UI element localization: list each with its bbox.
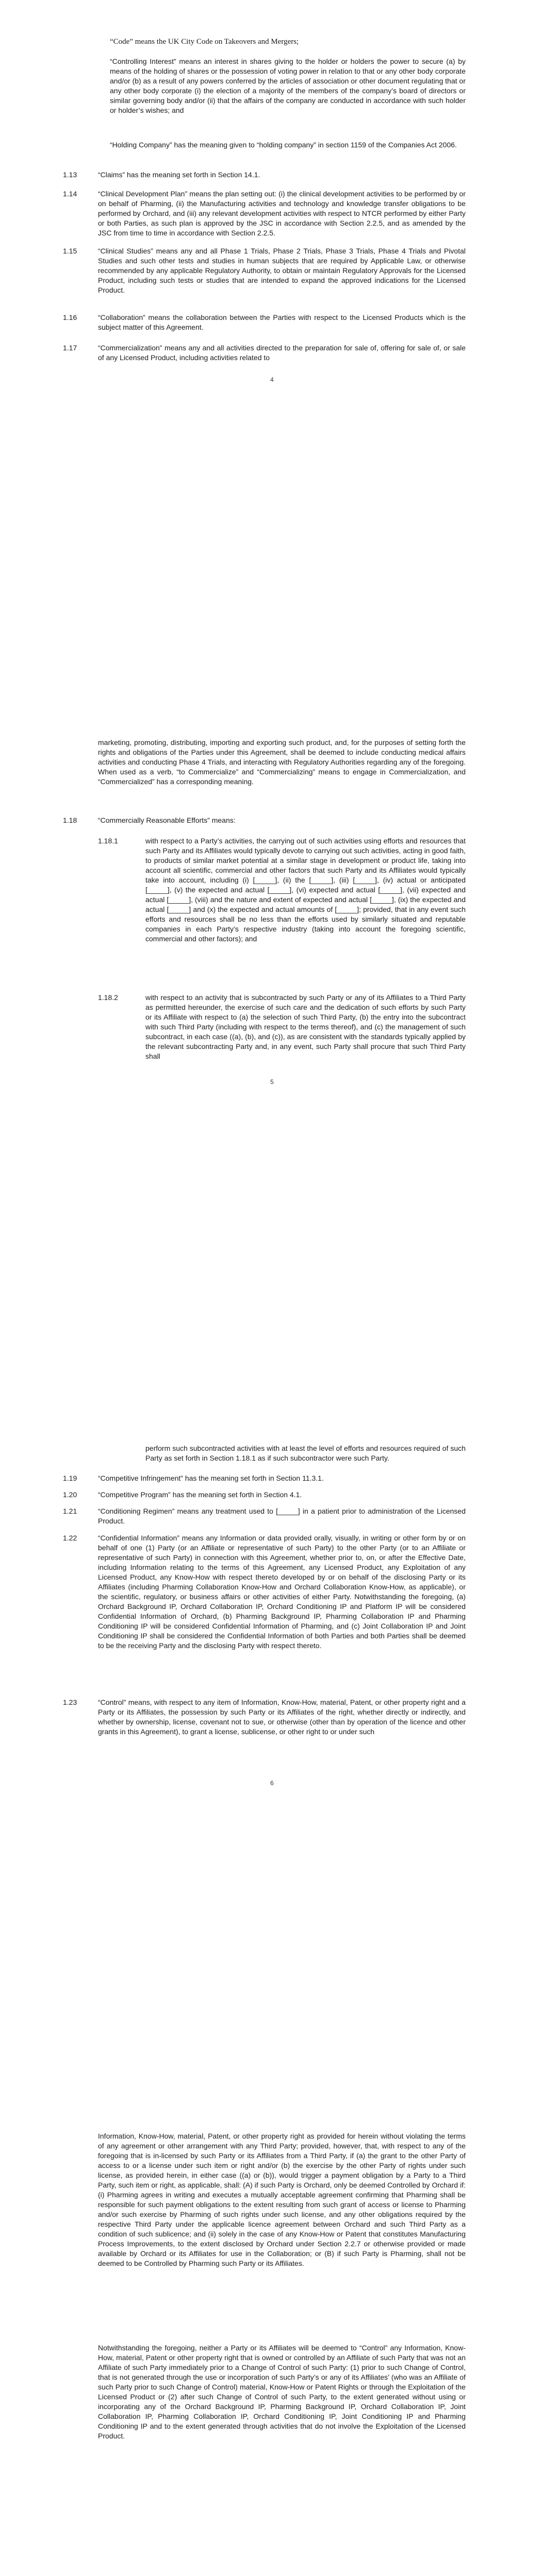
clause-number: 1.14 (63, 190, 77, 198)
page-6 (0, 1406, 544, 2110)
page-number: 5 (270, 1078, 274, 1086)
subclause-text: with respect to an activity that is subcontracted by such Party or any of its Affiliates to a Third Party as permitted hereunder, the exercise of such care and the dedication of such efforts by such Party or its Affiliate with respect to (a) the selection of such Third Party, (b) the entry into the subcontract with such Third Party (including with respect to the terms thereof), and (c) the management of such subcontract, in each case ((a), (b), and (c)), as are consistent with the standards typically applied by the relevant subcontracting Party and, in any event, such Party shall procure that such Third Party shall (145, 993, 466, 1060)
clause-text: “Competitive Program” has the meaning set forth in Section 4.1. (98, 1490, 302, 1499)
subclause-number: 1.18.1 (98, 837, 118, 845)
definition-controlling-interest: “Controlling Interest” means an interest in shares giving to the holder or holders the power to secure (a) by means of the holding of shares or the possession of voting power in relation to that or any other body corporate and/or (b) as a result of any powers conferred by the articles of association or other document regulating that or any other body corporate (i) the election of a majority of the members of the company’s board of directors or similar governing body and/or (ii) that the affairs of the company are conducted in accordance with such holder or holder’s wishes; and (110, 57, 466, 114)
clause-number: 1.22 (63, 1534, 77, 1542)
page-4 (0, 0, 544, 703)
clause-text: “Claims” has the meaning set forth in Section 14.1. (98, 171, 260, 179)
subclause-number: 1.18.2 (98, 993, 118, 1002)
clause-number: 1.23 (63, 1698, 77, 1706)
page-7 (0, 2110, 544, 2576)
clause-number: 1.19 (63, 1474, 77, 1482)
clause-text: “Commercialization” means any and all activities directed to the preparation for sale of, offering for sale of, or sale of any Licensed Product, including activities related to (98, 344, 466, 362)
clause-number: 1.16 (63, 313, 77, 321)
page-number: 4 (270, 376, 274, 383)
clause-text: “Conditioning Regimen” means any treatment used to [_____] in a patient prior to administration of the Licensed Product. (98, 1507, 466, 1525)
clause-number: 1.18 (63, 816, 77, 824)
continuation-text: marketing, promoting, distributing, importing and exporting such product, and, for the purposes of setting forth the rights and obligations of the Parties under this Agreement, shall be deemed to include conducting medical affairs activities and conducting Phase 4 Trials, and interacting with Regulatory Authorities regarding any of the foregoing. When used as a verb, “to Commercialize” and “Commercializing” means to engage in Commercialization, and “Commercialized” has a corresponding meaning. (98, 738, 466, 786)
clause-text: “Confidential Information” means any Information or data provided orally, visually, in writing or other form by or on behalf of one (1) Party (or an Affiliate or representative of such Party) to the other Party (or to an Affiliate or representative of such Party) in connection with this Agreement, whether prior to, on, or after the Effective Date, including Information relating to the terms of this Agreement, any Licensed Product, any Exploitation of any Licensed Product, any Know-How with respect thereto developed by or on behalf of the disclosing Party or its Affiliates (including Pharming Collaboration Know-How and Orchard Collaboration Know-How, as applicable), or the scientific, regulatory, or business affairs or other activities of either Party. Notwithstanding the foregoing, (a) Orchard Background IP, Orchard Collaboration IP, Orchard Conditioning IP and Platform IP will be considered Confidential Information of Orchard, (b) Pharming Background IP, Pharming Collaboration IP and Pharming Conditioning IP will be considered Confidential Information of Pharming, and (c) Joint Collaboration IP and Joint Conditioning IP shall be considered the Confidential Information of both Parties and both Parties shall be deemed to be the receiving Party and the disclosing Party with respect thereto. (98, 1534, 466, 1650)
clause-number: 1.20 (63, 1490, 77, 1499)
paragraph-text: Notwithstanding the foregoing, neither a Party or its Affiliates will be deemed to “Control” any Information, Know-How, material, Patent or other property right that is owned or controlled by an Affiliate of such Party that was not an Affiliate of such Party immediately prior to a Change of Control of such Party: (1) prior to such Change of Control, that is not generated through the use or incorporation of such Party’s or any of its Affiliates’ (who was an Affiliate of such Party prior to such Change of Control) material, Know-How or Patent Rights or through the Exploitation of the Licensed Product or (2) after such Change of Control of such Party, to the extent generated without using or incorporating any of the Orchard Background IP, Pharming Background IP, Orchard Collaboration IP, Joint Collaboration IP, Pharming Collaboration IP, Orchard Conditioning IP, Joint Conditioning IP and Pharming Conditioning IP and to the extent generated through activities that do not involve the Exploitation of the Licensed Product. (98, 2344, 466, 2440)
clause-text: “Clinical Development Plan” means the plan setting out: (i) the clinical development activities to be performed by or on behalf of Pharming, (ii) the Manufacturing activities and technology and knowledge transfer obligations to be performed by Orchard, and (iii) any relevant development activities with respect to NTCR performed by either Party or both Parties, as such plan is approved by the JSC in accordance with Section 2.2.5, and as amended by the JSC from time to time in accordance with Section 2.2.5. (98, 190, 466, 237)
clause-text: “Commercially Reasonable Efforts” means: (98, 816, 236, 824)
clause-number: 1.17 (63, 344, 77, 352)
clause-text: “Competitive Infringement” has the meaning set forth in Section 11.3.1. (98, 1474, 324, 1482)
clause-text: “Collaboration” means the collaboration between the Parties with respect to the Licensed Products which is the subject matter of this Agreement. (98, 313, 466, 331)
paragraph-text: Information, Know-How, material, Patent, or other property right as provided for herein without violating the terms of any agreement or other arrangement with any Third Party; provided, however, that, with respect to any of the foregoing that is in-licensed by such Party or its Affiliates from a Third Party, if (a) the grant to the other Party of access to or a license under such item or right and/or (b) the exercise by the other Party of rights under such license, as provided herein, in either case ((a) or (b)), would trigger a payment obligation by a Party to a Third Party, such item or right, as applicable, shall: (A) if such Party is Orchard, only be deemed Controlled by Orchard if: (i) Pharming agrees in writing and executes a mutually acceptable agreement confirming that Pharming shall be responsible for such payment obligations to the extent resulting from such grant of access or license to Pharming and/or such exercise by Pharming of such rights under such license, and any other obligations required by the respective Third Party under the applicable licence agreement between Orchard and such Third Party as a condition of such sublicence; and (ii) solely in the case of any Know-How or Patent that constitutes Manufacturing Process Improvements, to the extent disclosed by Orchard under Section 2.2.7 or otherwise provided or made available by Orchard or its Affiliates for use in the Collaboration; or (B) if such Party is Pharming, shall not be deemed to be Controlled by Pharming such Party or its Affiliates. (98, 2132, 466, 2267)
definition-code: “Code” means the UK City Code on Takeovers and Mergers; (110, 38, 299, 46)
clause-number: 1.15 (63, 247, 77, 255)
page-5 (0, 703, 544, 1406)
clause-number: 1.21 (63, 1507, 77, 1515)
definition-holding-company: “Holding Company” has the meaning given to “holding company” in section 1159 of the Companies Act 2006. (110, 141, 457, 149)
subclause-text: with respect to a Party’s activities, the carrying out of such activities using efforts and resources that such Party and its Affiliates would typically devote to carrying out such activities, acting in good faith, to products of similar market potential at a similar stage in development or product life, taking into account all scientific, commercial and other factors that such Party and its Affiliates would typically take into account, including (i) [_____], (ii) the [_____], (iii) [_____], (iv) actual or anticipated [_____], (v) the expected and actual [_____], (vi) expected and actual [_____], (vii) expected and actual [_____], (viii) and the nature and extent of expected and actual [_____], (ix) the expected and actual [_____] and (x) the expected and actual amounts of [_____]; provided, that in any event such efforts and resources shall be no less than the efforts used by similarly situated and reputable companies in each Party’s respective industry (taking into account the foregoing scientific, commercial and other factors); and (145, 837, 466, 943)
continuation-text: perform such subcontracted activities with at least the level of efforts and resources required of such Party as set forth in Section 1.18.1 as if such subcontractor were such Party. (145, 1444, 466, 1462)
clause-number: 1.13 (63, 171, 77, 179)
page-number: 6 (270, 1780, 274, 1787)
clause-text: “Control” means, with respect to any item of Information, Know-How, material, Patent, or other property right and a Party or its Affiliates, the possession by such Party or its Affiliates of the right, whether directly or indirectly, and whether by ownership, license, covenant not to sue, or otherwise (other than by operation of the licence and other grants in this Agreement), to grant a license, sublicense, or other right to or under such (98, 1698, 466, 1736)
clause-text: “Clinical Studies” means any and all Phase 1 Trials, Phase 2 Trials, Phase 3 Trials, Phase 4 Trials and Pivotal Studies and such other tests and studies in human subjects that are required by Applicable Law, or otherwise recommended by any applicable Regulatory Authority, to obtain or maintain Regulatory Approvals for the Licensed Product, including such tests or studies that are intended to expand the approved indications for the Licensed Product. (98, 247, 466, 294)
